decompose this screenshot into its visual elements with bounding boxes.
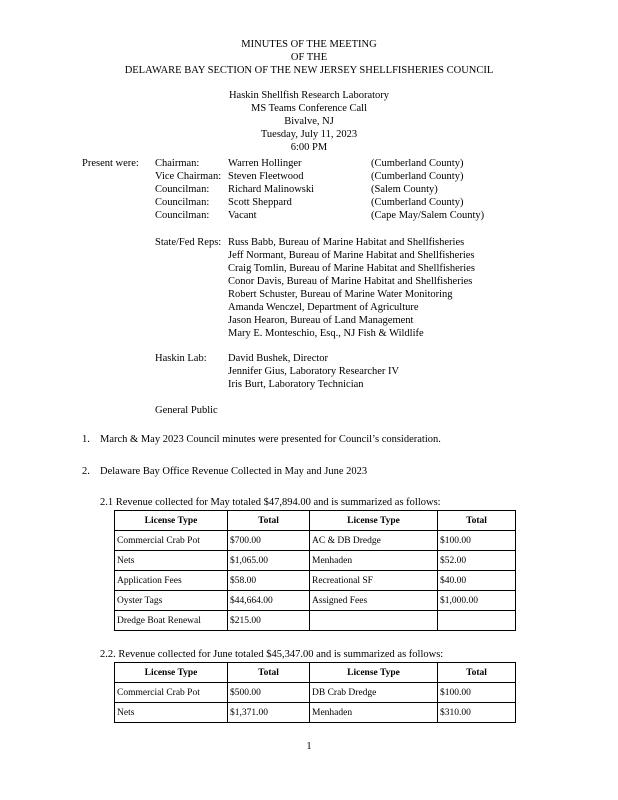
title-line-1: MINUTES OF THE MEETING: [241, 39, 377, 50]
column-header: License Type: [310, 511, 438, 531]
table-cell: $1,371.00: [228, 703, 310, 723]
table-row: [115, 611, 516, 631]
state-fed-rep: Amanda Wenczel, Department of Agriculture: [228, 302, 419, 313]
present-label: Present were:: [82, 158, 139, 169]
table-cell: Nets: [115, 551, 228, 571]
state-fed-rep: Mary E. Monteschio, Esq., NJ Fish & Wildlife: [228, 328, 424, 339]
council-county: (Cumberland County): [371, 171, 464, 182]
table-cell: Nets: [115, 703, 228, 723]
council-county: (Salem County): [371, 184, 438, 195]
table-row: [115, 703, 516, 723]
council-name: Scott Sheppard: [228, 197, 292, 208]
location-line-3: Bivalve, NJ: [284, 116, 334, 127]
location-line-2: MS Teams Conference Call: [250, 103, 367, 114]
column-header: Total: [438, 663, 516, 683]
table-cell: Menhaden: [310, 551, 438, 571]
table-cell: Application Fees: [115, 571, 228, 591]
table-cell: $40.00: [438, 571, 516, 591]
item-text: March & May 2023 Council minutes were presented for Council’s consideration.: [100, 434, 441, 445]
state-fed-rep: Jason Hearon, Bureau of Land Management: [228, 315, 414, 326]
table-cell: Dredge Boat Renewal: [115, 611, 228, 631]
table-cell: Assigned Fees: [310, 591, 438, 611]
council-role: Councilman:: [155, 184, 210, 195]
column-header: License Type: [115, 511, 228, 531]
column-header: Total: [228, 663, 310, 683]
meeting-time: 6:00 PM: [290, 142, 328, 153]
may-revenue-table: [114, 510, 516, 631]
council-county: (Cumberland County): [371, 158, 464, 169]
meeting-date: Tuesday, July 11, 2023: [260, 129, 358, 140]
title-line-3: DELAWARE BAY SECTION OF THE NEW JERSEY SHELLFISHERIES COUNCIL: [124, 65, 494, 76]
state-fed-rep: Conor Davis, Bureau of Marine Habitat and Shellfisheries: [228, 276, 473, 287]
table-cell: Commercial Crab Pot: [115, 683, 228, 703]
table-cell: $700.00: [228, 531, 310, 551]
table-cell: $100.00: [438, 683, 516, 703]
table-cell: [438, 611, 516, 631]
state-fed-label: State/Fed Reps:: [155, 237, 222, 248]
table-cell: $1,065.00: [228, 551, 310, 571]
table-cell: $44,664.00: [228, 591, 310, 611]
table-header-row: [115, 511, 516, 531]
table-row: [115, 591, 516, 611]
table-cell: $52.00: [438, 551, 516, 571]
table-cell: $215.00: [228, 611, 310, 631]
state-fed-rep: Robert Schuster, Bureau of Marine Water Monitoring: [228, 289, 453, 300]
council-role: Councilman:: [155, 210, 210, 221]
council-role: Councilman:: [155, 197, 210, 208]
council-name: Warren Hollinger: [228, 158, 302, 169]
table-row: [115, 571, 516, 591]
table-cell: [310, 611, 438, 631]
table-cell: Menhaden: [310, 703, 438, 723]
table-cell: $310.00: [438, 703, 516, 723]
title-line-2: OF THE: [290, 52, 328, 63]
haskin-member: Iris Burt, Laboratory Technician: [228, 379, 364, 390]
june-heading: 2.2. Revenue collected for June totaled $45,347.00 and is summarized as follows:: [100, 649, 444, 660]
item-number: 2.: [82, 466, 90, 477]
council-role: Chairman:: [155, 158, 200, 169]
column-header: Total: [228, 511, 310, 531]
state-fed-rep: Jeff Normant, Bureau of Marine Habitat and Shellfisheries: [228, 250, 475, 261]
council-name: Steven Fleetwood: [228, 171, 304, 182]
table-cell: $500.00: [228, 683, 310, 703]
council-name: Vacant: [228, 210, 257, 221]
item-number: 1.: [82, 434, 90, 445]
table-cell: DB Crab Dredge: [310, 683, 438, 703]
page-number: 1: [306, 741, 312, 752]
table-cell: $1,000.00: [438, 591, 516, 611]
item-text: Delaware Bay Office Revenue Collected in May and June 2023: [100, 466, 368, 477]
june-revenue-table: [114, 662, 516, 723]
table-header-row: [115, 663, 516, 683]
location-line-1: Haskin Shellfish Research Laboratory: [228, 90, 390, 101]
column-header: License Type: [310, 663, 438, 683]
table-cell: Oyster Tags: [115, 591, 228, 611]
council-role: Vice Chairman:: [155, 171, 222, 182]
council-county: (Cape May/Salem County): [371, 210, 485, 221]
general-public: General Public: [155, 405, 218, 416]
may-heading: 2.1 Revenue collected for May totaled $47,894.00 and is summarized as follows:: [100, 497, 441, 508]
haskin-member: David Bushek, Director: [228, 353, 329, 364]
table-cell: Recreational SF: [310, 571, 438, 591]
table-row: [115, 683, 516, 703]
state-fed-rep: Craig Tomlin, Bureau of Marine Habitat and Shellfisheries: [228, 263, 475, 274]
table-row: [115, 531, 516, 551]
table-row: [115, 551, 516, 571]
haskin-member: Jennifer Gius, Laboratory Researcher IV: [228, 366, 400, 377]
column-header: Total: [438, 511, 516, 531]
council-county: (Cumberland County): [371, 197, 464, 208]
council-name: Richard Malinowski: [228, 184, 315, 195]
table-cell: $58.00: [228, 571, 310, 591]
column-header: License Type: [115, 663, 228, 683]
state-fed-rep: Russ Babb, Bureau of Marine Habitat and Shellfisheries: [228, 237, 465, 248]
table-cell: AC & DB Dredge: [310, 531, 438, 551]
table-cell: $100.00: [438, 531, 516, 551]
table-cell: Commercial Crab Pot: [115, 531, 228, 551]
haskin-label: Haskin Lab:: [155, 353, 207, 364]
